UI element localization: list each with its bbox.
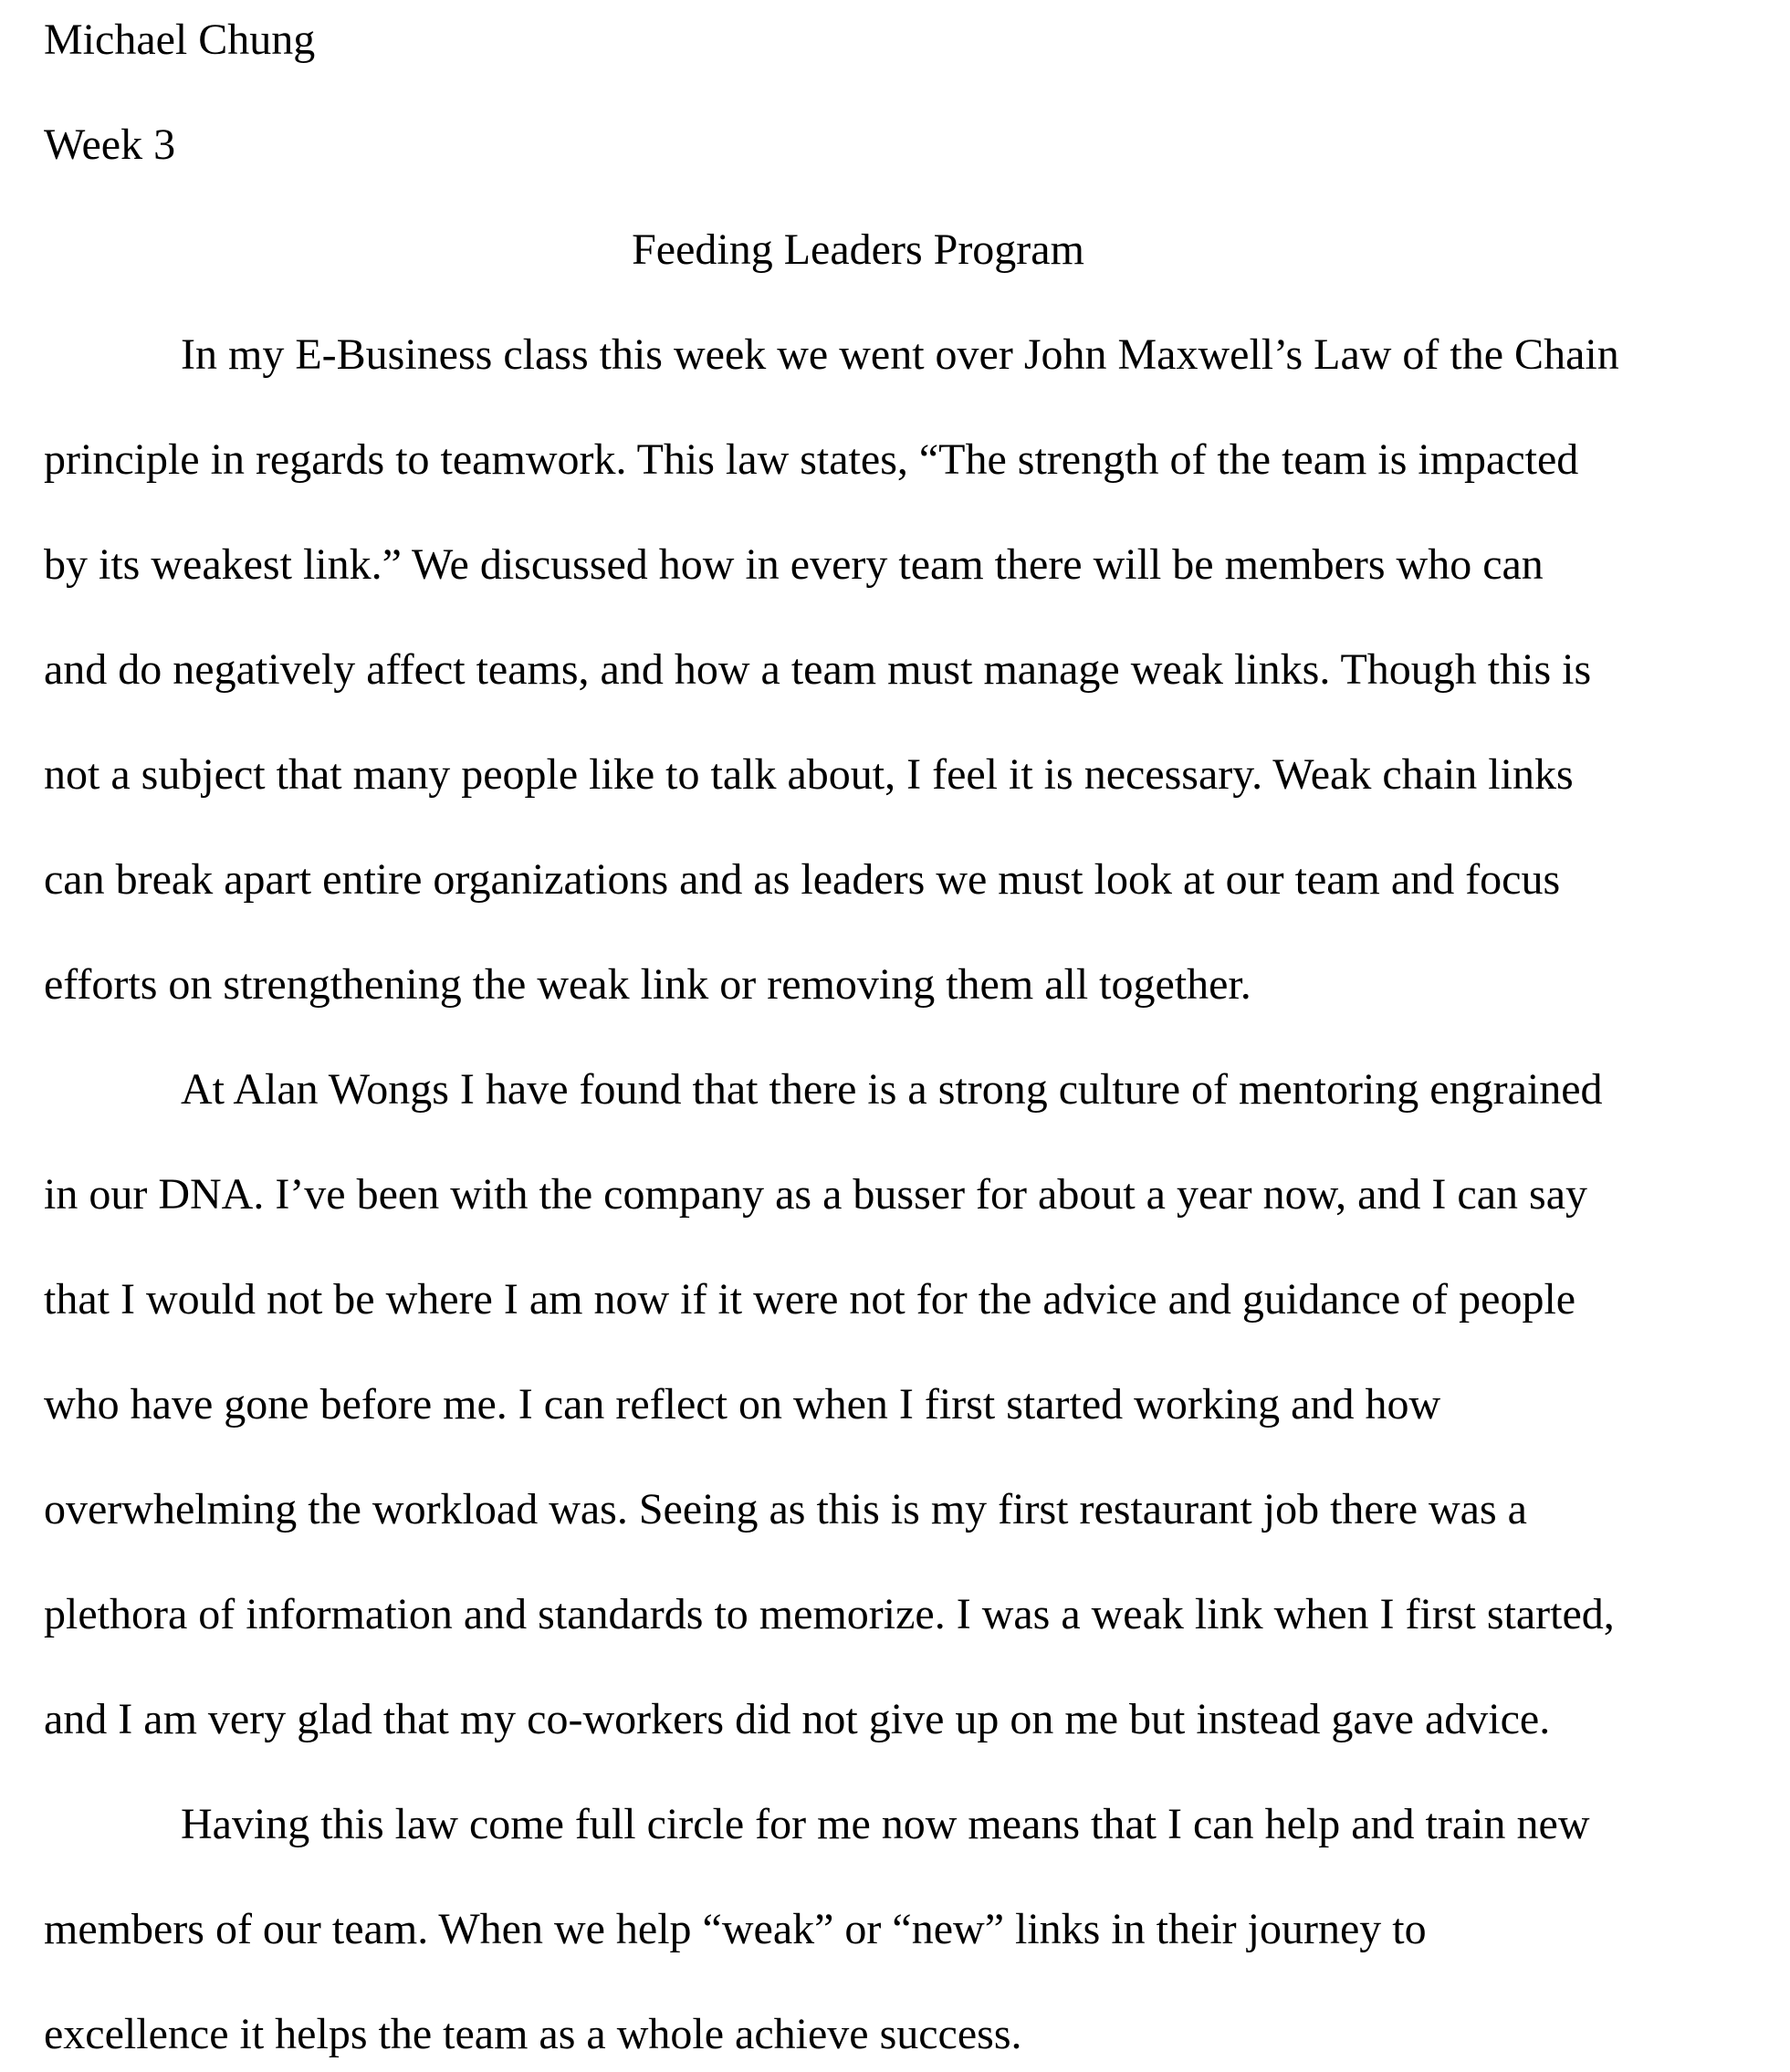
paragraph-line: that I would not be where I am now if it were not for the advice and guidance of people bbox=[44, 1275, 1576, 1324]
paragraph-line: and do negatively affect teams, and how a team must manage weak links. Though this is bbox=[44, 645, 1592, 694]
paragraph-line: At Alan Wongs I have found that there is a strong culture of mentoring engrained bbox=[181, 1065, 1603, 1114]
author-name: Michael Chung bbox=[44, 16, 316, 64]
paragraph-line: overwhelming the workload was. Seeing as this is my first restaurant job there was a bbox=[44, 1485, 1527, 1533]
document-title: Feeding Leaders Program bbox=[632, 225, 1084, 274]
paragraph-line: plethora of information and standards to memorize. I was a weak link when I first started, bbox=[44, 1590, 1615, 1638]
paragraph-line: not a subject that many people like to talk about, I feel it is necessary. Weak chain links bbox=[44, 750, 1574, 799]
paragraph-line: Having this law come full circle for me now means that I can help and train new bbox=[181, 1800, 1590, 1848]
paragraph-line: excellence it helps the team as a whole achieve success. bbox=[44, 2010, 1022, 2058]
paragraph-line: principle in regards to teamwork. This law states, “The strength of the team is impacted bbox=[44, 435, 1579, 484]
paragraph-line: and I am very glad that my co-workers did not give up on me but instead gave advice. bbox=[44, 1695, 1551, 1743]
paragraph-line: efforts on strengthening the weak link or removing them all together. bbox=[44, 960, 1251, 1009]
paragraph-line: can break apart entire organizations and as leaders we must look at our team and focus bbox=[44, 855, 1561, 904]
paragraph-line: who have gone before me. I can reflect on when I first started working and how bbox=[44, 1380, 1441, 1428]
paragraph-line: by its weakest link.” We discussed how in every team there will be members who can bbox=[44, 540, 1544, 589]
paragraph-line: in our DNA. I’ve been with the company as a busser for about a year now, and I can say bbox=[44, 1170, 1587, 1219]
paragraph-line: members of our team. When we help “weak” or “new” links in their journey to bbox=[44, 1905, 1427, 1953]
paragraph-line: In my E-Business class this week we went over John Maxwell’s Law of the Chain bbox=[181, 330, 1619, 379]
week-label: Week 3 bbox=[44, 120, 176, 169]
